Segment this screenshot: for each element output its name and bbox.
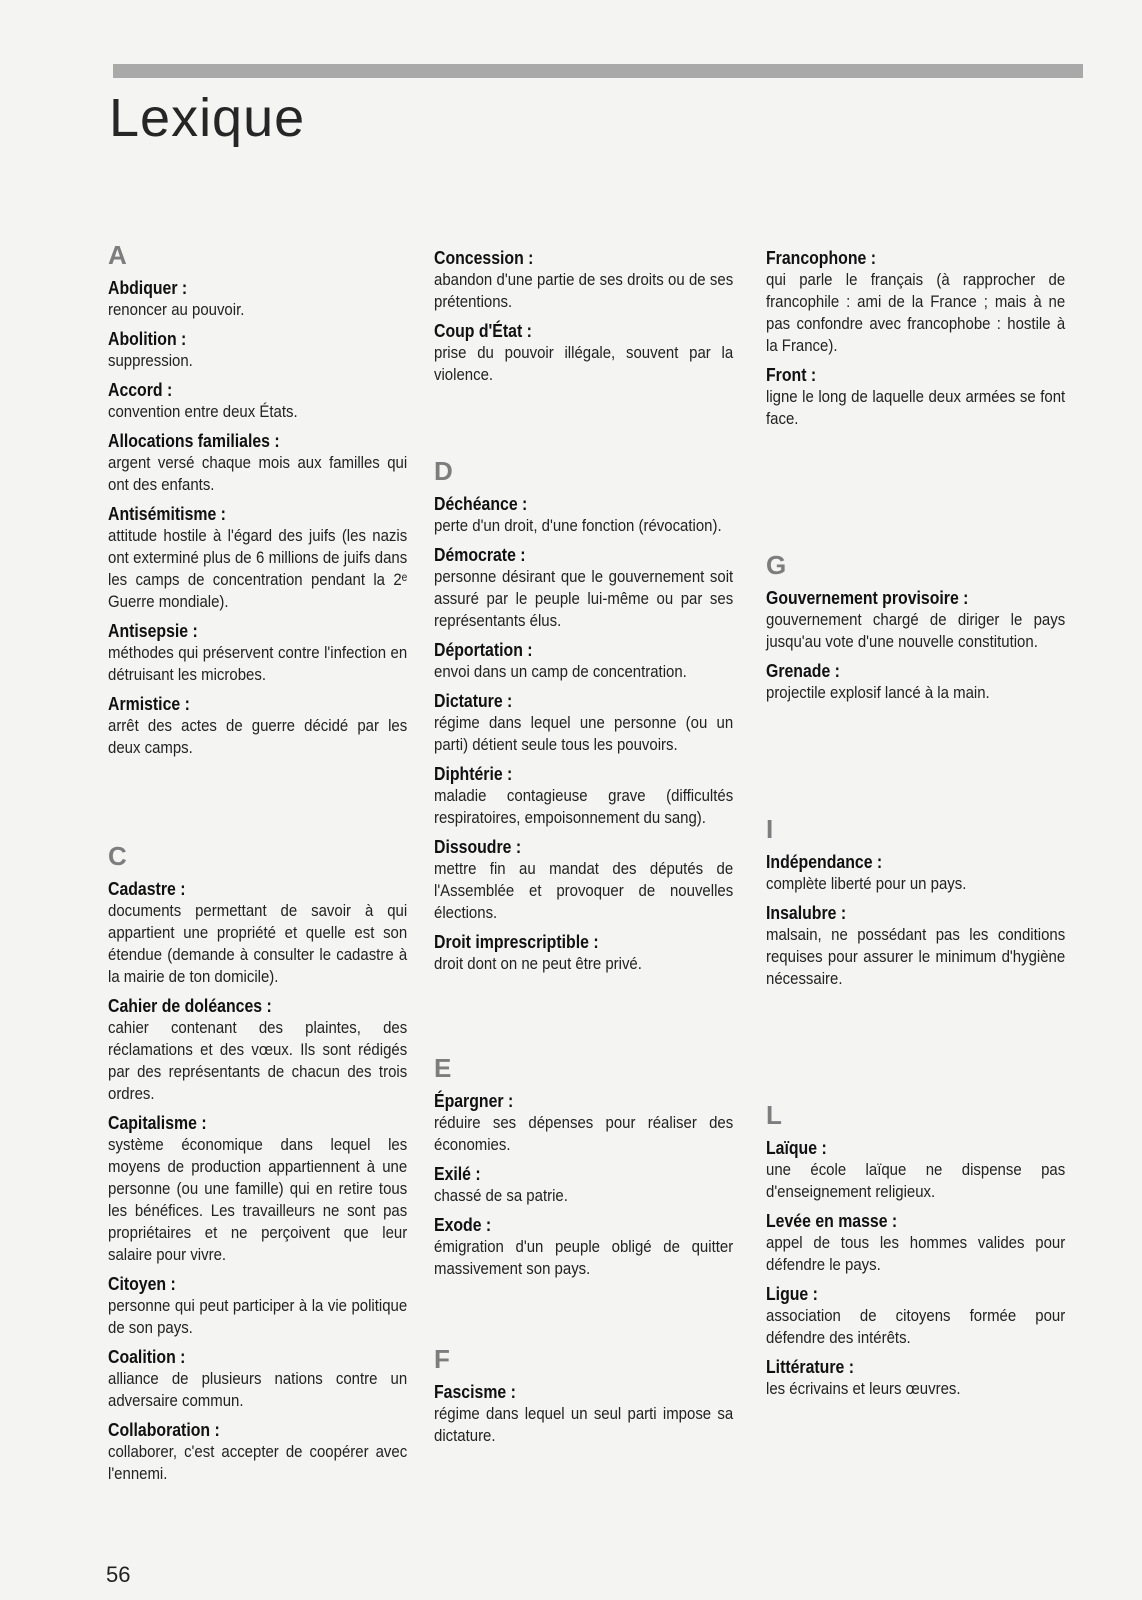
lexicon-definition: malsain, ne possédant pas les conditions requises pour assurer le minimum d'hygiène nécessaire. bbox=[766, 925, 1066, 988]
lexicon-definition: arrêt des actes de guerre décidé par les deux camps. bbox=[108, 716, 408, 757]
lexicon-term: Cahier de doléances : bbox=[108, 996, 272, 1016]
lexicon-column-1 bbox=[108, 240, 408, 1485]
lexicon-definition: renoncer au pouvoir. bbox=[108, 300, 245, 319]
lexicon-definition: système économique dans lequel les moyens de production appartiennent à une personne (ou une famille) qui en retire tous les bénéfices. Les travailleurs ne sont pas propriétaires et ne perçoivent que leur salaire pour vivre. bbox=[108, 1135, 408, 1264]
section-letter: D bbox=[434, 456, 453, 486]
lexicon-definition: droit dont on ne peut être privé. bbox=[434, 954, 642, 973]
lexicon-term: Antisémitisme : bbox=[108, 504, 226, 524]
lexicon-term: Droit imprescriptible : bbox=[434, 932, 599, 952]
lexicon-term: Démocrate : bbox=[434, 545, 526, 565]
lexicon-term: Épargner : bbox=[434, 1091, 514, 1111]
lexicon-definition: convention entre deux États. bbox=[108, 402, 298, 421]
lexicon-term: Coup d'État : bbox=[434, 321, 532, 341]
lexicon-definition: envoi dans un camp de concentration. bbox=[434, 662, 687, 681]
lexicon-section bbox=[434, 247, 734, 386]
lexicon-section bbox=[766, 814, 1066, 990]
page-title: Lexique bbox=[109, 88, 306, 148]
lexicon-term: Dictature : bbox=[434, 691, 513, 711]
lexicon-definition: complète liberté pour un pays. bbox=[766, 874, 967, 893]
lexicon-definition: cahier contenant des plaintes, des réclamations et des vœux. Ils sont rédigés par des représentants de chacun des trois ordres. bbox=[108, 1018, 408, 1103]
lexicon-definition: association de citoyens formée pour défendre des intérêts. bbox=[766, 1306, 1066, 1347]
lexicon-term: Coalition : bbox=[108, 1347, 186, 1367]
lexicon-term: Déportation : bbox=[434, 640, 533, 660]
lexicon-column-3 bbox=[766, 240, 1066, 1400]
lexicon-term: Accord : bbox=[108, 380, 173, 400]
lexicon-column-2 bbox=[434, 240, 734, 1447]
lexicon-term: Levée en masse : bbox=[766, 1211, 898, 1231]
lexicon-definition: argent versé chaque mois aux familles qui ont des enfants. bbox=[108, 453, 408, 494]
lexicon-section bbox=[766, 1100, 1066, 1400]
section-letter: E bbox=[434, 1053, 452, 1083]
section-letter: F bbox=[434, 1344, 450, 1374]
lexicon-definition: les écrivains et leurs œuvres. bbox=[766, 1379, 961, 1398]
page-number: 56 bbox=[106, 1562, 131, 1587]
lexicon-section bbox=[108, 240, 408, 759]
lexicon-section bbox=[434, 456, 734, 975]
lexicon-term: Grenade : bbox=[766, 661, 840, 681]
lexicon-definition: personne désirant que le gouvernement soit assuré par le peuple lui-même ou par ses représentants élus. bbox=[434, 567, 734, 630]
lexicon-definition: appel de tous les hommes valides pour défendre le pays. bbox=[766, 1233, 1066, 1274]
lexicon-definition: collaborer, c'est accepter de coopérer avec l'ennemi. bbox=[108, 1442, 408, 1483]
lexicon-term: Fascisme : bbox=[434, 1382, 516, 1402]
lexicon-term: Abdiquer : bbox=[108, 278, 188, 298]
lexicon-definition: une école laïque ne dispense pas d'enseignement religieux. bbox=[766, 1160, 1066, 1201]
lexicon-term: Cadastre : bbox=[108, 879, 186, 899]
lexicon-term: Antisepsie : bbox=[108, 621, 198, 641]
lexicon-definition: projectile explosif lancé à la main. bbox=[766, 683, 990, 702]
lexicon-section bbox=[766, 550, 1066, 704]
lexicon-definition: mettre fin au mandat des députés de l'Assemblée et provoquer de nouvelles élections. bbox=[434, 859, 734, 922]
lexicon-definition: émigration d'un peuple obligé de quitter massivement son pays. bbox=[434, 1237, 734, 1278]
lexicon-term: Déchéance : bbox=[434, 494, 528, 514]
section-letter: A bbox=[108, 240, 127, 270]
lexicon-term: Armistice : bbox=[108, 694, 190, 714]
lexicon-term: Front : bbox=[766, 365, 817, 385]
lexicon-term: Citoyen : bbox=[108, 1274, 176, 1294]
lexicon-definition: documents permettant de savoir à qui appartient une propriété et quelle est son étendue (demande à consulter le cadastre à la mairie de ton domicile). bbox=[108, 901, 408, 986]
lexicon-term: Diphtérie : bbox=[434, 764, 513, 784]
lexicon-term: Ligue : bbox=[766, 1284, 818, 1304]
lexicon-term: Francophone : bbox=[766, 248, 876, 268]
lexicon-definition: prise du pouvoir illégale, souvent par la violence. bbox=[434, 343, 734, 384]
lexicon-term: Capitalisme : bbox=[108, 1113, 207, 1133]
lexicon-section bbox=[434, 1344, 734, 1447]
lexicon-term: Insalubre : bbox=[766, 903, 847, 923]
lexicon-term: Indépendance : bbox=[766, 852, 883, 872]
section-letter: G bbox=[766, 550, 787, 580]
lexicon-definition: gouvernement chargé de diriger le pays jusqu'au vote d'une nouvelle constitution. bbox=[766, 610, 1066, 651]
lexicon-term: Allocations familiales : bbox=[108, 431, 280, 451]
lexicon-definition: méthodes qui préservent contre l'infection en détruisant les microbes. bbox=[108, 643, 408, 684]
lexicon-definition: maladie contagieuse grave (difficultés respiratoires, empoisonnement du sang). bbox=[434, 786, 734, 827]
header-bar bbox=[113, 64, 1083, 78]
lexicon-section bbox=[766, 247, 1066, 430]
lexicon-term: Concession : bbox=[434, 248, 534, 268]
lexicon-definition: alliance de plusieurs nations contre un adversaire commun. bbox=[108, 1369, 408, 1410]
lexicon-term: Littérature : bbox=[766, 1357, 855, 1377]
lexicon-term: Dissoudre : bbox=[434, 837, 522, 857]
lexicon-term: Exode : bbox=[434, 1215, 492, 1235]
lexicon-term: Laïque : bbox=[766, 1138, 827, 1158]
lexicon-definition: perte d'un droit, d'une fonction (révocation). bbox=[434, 516, 722, 535]
lexicon-term: Collaboration : bbox=[108, 1420, 220, 1440]
lexicon-term: Gouvernement provisoire : bbox=[766, 588, 969, 608]
lexicon-definition: suppression. bbox=[108, 351, 193, 370]
lexicon-definition: ligne le long de laquelle deux armées se font face. bbox=[766, 387, 1066, 428]
lexicon-definition: abandon d'une partie de ses droits ou de ses prétentions. bbox=[434, 270, 734, 311]
lexicon-definition: personne qui peut participer à la vie politique de son pays. bbox=[108, 1296, 408, 1337]
lexicon-definition: chassé de sa patrie. bbox=[434, 1186, 568, 1205]
lexicon-definition: régime dans lequel une personne (ou un parti) détient seule tous les pouvoirs. bbox=[434, 713, 734, 754]
lexicon-section bbox=[108, 841, 408, 1485]
section-letter: C bbox=[108, 841, 127, 871]
lexicon-section bbox=[434, 1053, 734, 1280]
lexicon-definition: qui parle le français (à rapprocher de francophile : ami de la France ; mais à ne pas confondre avec francophobe : hostile à la France). bbox=[766, 270, 1066, 355]
lexicon-definition: attitude hostile à l'égard des juifs (les nazis ont exterminé plus de 6 millions de juifs dans les camps de concentration pendant la 2ᵉ Guerre mondiale). bbox=[108, 526, 408, 611]
lexicon-term: Exilé : bbox=[434, 1164, 481, 1184]
lexicon-definition: régime dans lequel un seul parti impose sa dictature. bbox=[434, 1404, 734, 1445]
section-letter: I bbox=[766, 814, 774, 844]
lexicon-definition: réduire ses dépenses pour réaliser des économies. bbox=[434, 1113, 734, 1154]
section-letter: L bbox=[766, 1100, 782, 1130]
lexicon-term: Abolition : bbox=[108, 329, 187, 349]
